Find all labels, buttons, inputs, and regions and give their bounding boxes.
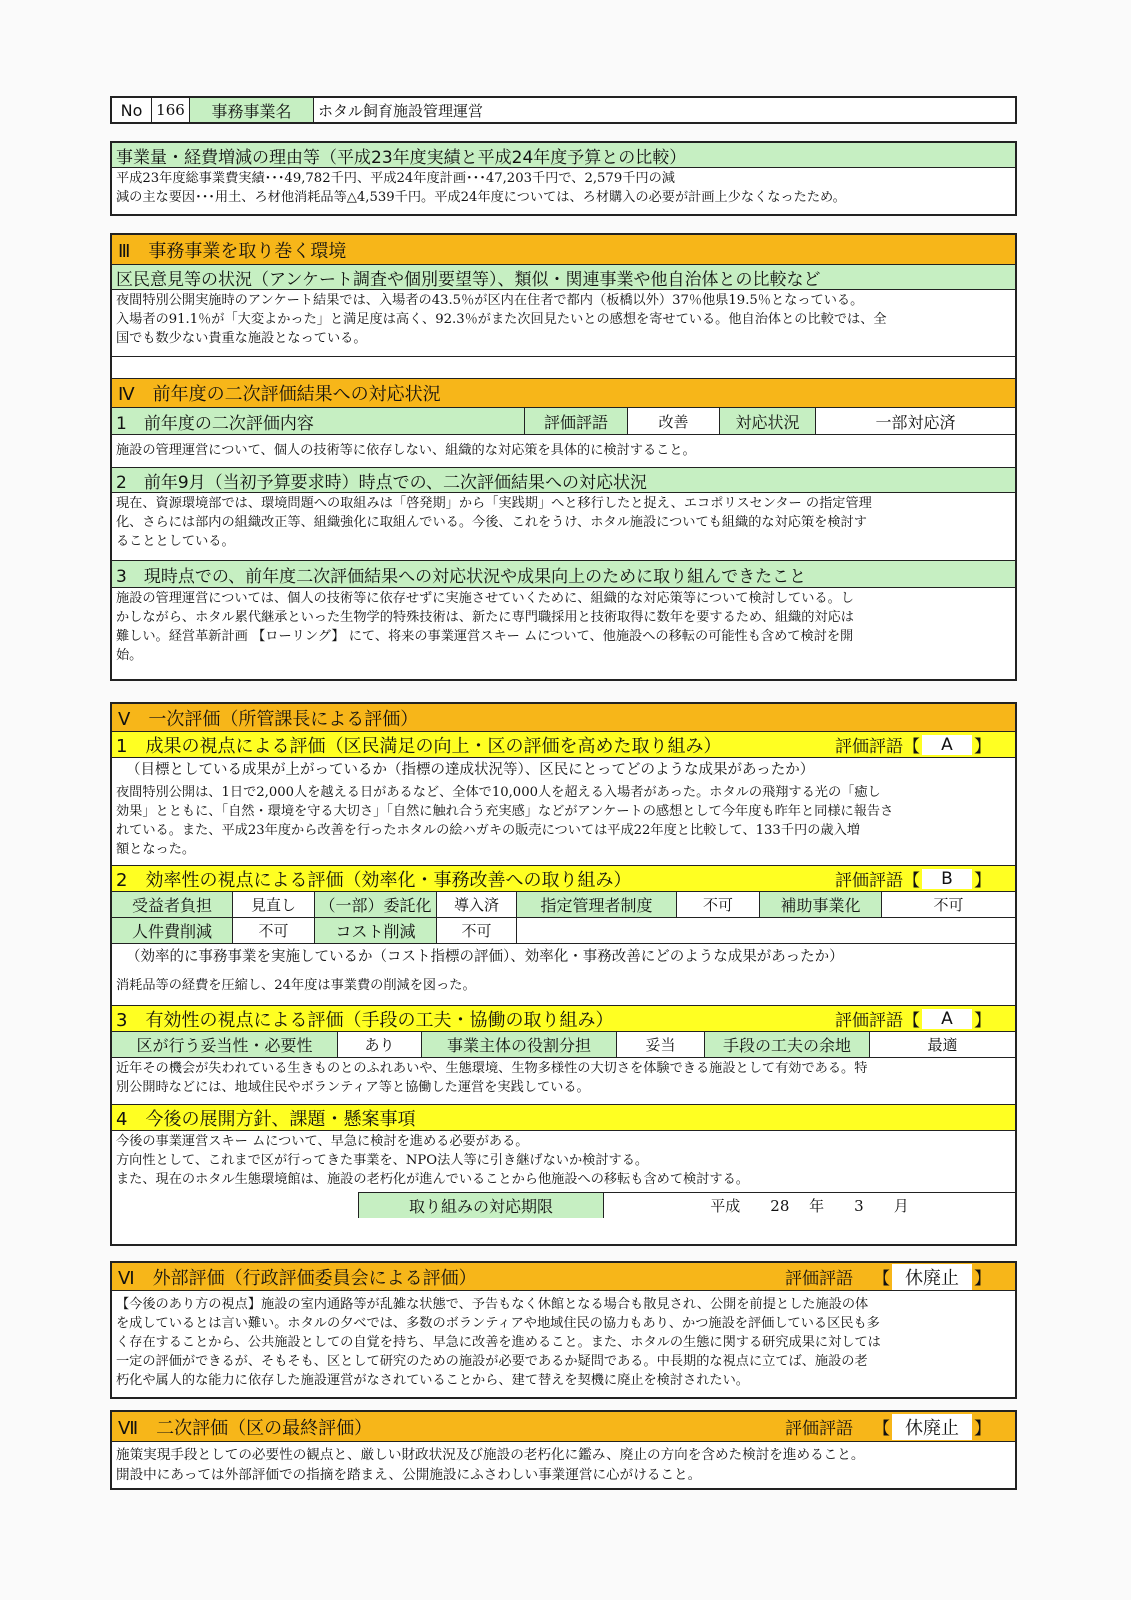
text-line: 別公開時などには、地域住民やボランティア等と協働した運営を実践している。 (116, 1080, 590, 1095)
text-line: 始。 (116, 648, 143, 663)
section-6 (110, 1261, 1017, 1399)
grade-label: 評価評語 (785, 1269, 853, 1289)
text-line: 国でも数少ない貴重な施設となっている。 (116, 331, 367, 346)
text-line: 額となった。 (116, 842, 196, 857)
project-name-label: 事務事業名 (190, 98, 314, 122)
section-4 (110, 378, 1017, 681)
grade-close: 】 (974, 1011, 991, 1031)
item3-text (112, 588, 1015, 667)
text-line: 現在、資源環境部では、環境問題への取組みは「啓発期」から「実践期」へと移行したと捉え、エコポリスセンター の指定管理 (116, 496, 872, 511)
final-grade-value: 休廃止 (892, 1414, 972, 1440)
effectiveness-label: 事業主体の役割分担 (422, 1032, 617, 1057)
text-line: 減の主な要因･･･用土、ろ材他消耗品等△4,539千円。平成24年度については、ろ材購入の必要が計画上少なくなったため。 (116, 190, 846, 205)
section-3-subtitle: 区民意見等の状況（アンケート調査や個別要望等）、類似・関連事業や他自治体との比較など (116, 269, 821, 289)
efficiency-value: 見直し (233, 892, 315, 917)
outcome-text (112, 782, 1015, 861)
text-line: かしながら、ホタル累代継承といった生物学的特殊技術は、新たに専門職採用と技術取得に数年を要するため、組織的対応は (116, 610, 854, 625)
grade-close: 】 (974, 871, 991, 891)
efficiency-value: 不可 (677, 892, 760, 917)
grade-label: 評価評語 (785, 1419, 853, 1439)
efficiency-value: 不可 (437, 918, 517, 943)
grade-open: 【 (873, 1419, 890, 1439)
text-line: 効果」とともに、「自然・環境を守る大切さ」「自然に触れ合う充実感」などがアンケートの感想として今年度も昨年と同様に報告さ (116, 804, 894, 819)
outcome-grade-value: A (922, 735, 972, 755)
text-line: 施策実現手段としての必要性の観点と、厳しい財政状況及び施設の老朽化に鑑み、廃止の方向を含めた検討を進めること。 (116, 1447, 865, 1463)
effectiveness-text (112, 1058, 871, 1104)
text-line: 今後の事業運営スキー ムについて、早急に検討を進める必要がある。 (116, 1134, 529, 1149)
efficiency-value: 不可 (933, 896, 964, 914)
efficiency-text (112, 970, 1015, 997)
future-title: 4 今後の展開方針、課題・懸案事項 (116, 1108, 416, 1130)
section-6-title-text: Ⅵ 外部評価（行政評価委員会による評価） (118, 1267, 477, 1289)
text-line: 夜間特別公開は、1日で2,000人を越える日があるなど、全体で10,000人を超える入場者があった。ホタルの飛翔する光の「癒し (116, 785, 881, 800)
eval-value: 改善 (628, 408, 720, 434)
section-7-title (112, 1412, 1015, 1441)
grade-close: 】 (974, 1269, 991, 1289)
effectiveness-title (112, 1006, 1015, 1031)
efficiency-title (112, 866, 1015, 891)
grade-open: 【 (873, 1269, 890, 1289)
text-line: 消耗品等の経費を圧縮し、24年度は事業費の削減を図った。 (116, 978, 476, 993)
section-4-title: Ⅳ 前年度の二次評価結果への対応状況 (118, 384, 441, 405)
section-5-title: Ⅴ 一次評価（所管課長による評価） (118, 708, 419, 730)
efficiency-grade (835, 866, 1015, 891)
no-label: No (112, 98, 152, 122)
eval-label: 評価評語 (525, 408, 628, 434)
grade-label: 評価評語【 (835, 1011, 920, 1031)
section-7-text (112, 1442, 1015, 1487)
section-7-title-text: Ⅶ 二次評価（区の最終評価） (118, 1417, 373, 1439)
text-line: 施設の管理運営については、個人の技術等に依存せずに実施させていくために、組織的な対応策等について検討している。し (116, 591, 854, 606)
text-line: 平成23年度総事業費実績･･･49,782千円、平成24年度計画･･･47,203千円で、2,579千円の減 (116, 171, 675, 186)
reason-title: 事業量・経費増減の理由等（平成23年度実績と平成24年度予算との比較） (116, 147, 687, 167)
text-line: 朽化や属人的な能力に依存した施設運営がなされていることから、建て替えを契機に廃止を検討されたい。 (116, 1373, 749, 1388)
efficiency-label: 受益者負担 (112, 892, 233, 917)
section-5 (110, 702, 1017, 1246)
item1-text (112, 435, 700, 467)
final-grade (785, 1414, 1015, 1440)
item3-title: 3 現時点での、前年度二次評価結果への対応状況や成果向上のために取り組んできたこと (116, 566, 807, 587)
section-6-title (112, 1263, 1015, 1290)
section-3-text (112, 290, 891, 356)
status-value: 一部対応済 (875, 412, 956, 432)
grade-label: 評価評語【 (835, 871, 920, 891)
efficiency-question: （効率的に事務事業を実施しているか（コスト指標の評価）、効率化・事務改善にどのような成果があったか） (126, 949, 844, 965)
blank-row (112, 357, 1015, 377)
text-line: 開設中にあっては外部評価での指摘を踏まえ、公開施設にふさわしい事業運営に心がけること。 (116, 1467, 702, 1483)
grade-close: 】 (974, 1419, 991, 1439)
efficiency-label: コスト削減 (315, 918, 437, 943)
effectiveness-value: 最適 (927, 1036, 958, 1054)
efficiency-label: 指定管理者制度 (517, 892, 677, 917)
item2-text (112, 493, 876, 560)
deadline-label: 取り組みの対応期限 (358, 1192, 604, 1218)
effectiveness-value: 妥当 (617, 1032, 705, 1057)
reason-text (112, 168, 1015, 209)
efficiency-value: 導入済 (437, 892, 517, 917)
effectiveness-grade (835, 1006, 1015, 1031)
effectiveness-value: あり (338, 1032, 422, 1057)
text-line: れている。また、平成23年度から改善を行ったホタルの絵ハガキの販売については平成22年度と比較して、133千円の歳入増 (116, 823, 860, 838)
text-line: 近年その機会が失われている生きものとのふれあいや、生態環境、生物多様性の大切さを体験できる施設として有効である。特 (116, 1061, 868, 1076)
future-text (112, 1131, 1015, 1192)
text-line: ることとしている。 (116, 534, 235, 549)
reason-block (110, 141, 1017, 216)
text-line: を成しているとは言い難い。ホタルの夕べでは、多数のボランティアや地域住民の協力もあり、かつ施設を評価している区民も多 (116, 1316, 880, 1331)
grade-label: 評価評語【 (835, 737, 920, 757)
effectiveness-label: 手段の工夫の余地 (705, 1032, 870, 1057)
no-value: 166 (152, 98, 190, 122)
text-line: 化、さらには部内の組織改正等、組織強化に取組んでいる。今後、これをうけ、ホタル施設についても組織的な対応策を検討す (116, 515, 867, 530)
outcome-grade (835, 732, 1015, 757)
text-line: 難しい。経営革新計画 【ローリング】 にて、将来の事業運営スキー ムについて、他施設への移転の可能性も含めて検討を開 (116, 629, 854, 644)
text-line: 方向性として、これまで区が行ってきた事業を、NPO法人等に引き継げないか検討する。 (116, 1153, 649, 1168)
header-block (110, 96, 1017, 124)
section-7 (110, 1410, 1017, 1490)
deadline-value: 平成 28 年 3 月 (604, 1192, 1015, 1218)
efficiency-title-text: 2 効率性の視点による評価（効率化・事務改善への取り組み） (116, 869, 632, 891)
external-grade (785, 1264, 1015, 1290)
efficiency-grade-value: B (922, 869, 972, 889)
deadline-row (112, 1192, 1015, 1218)
deadline-spacer (112, 1192, 358, 1218)
text-line: 一定の評価ができるが、そもそも、区として研究のための施設が必要であるか疑問である。中長期的な視点に立てば、施設の老 (116, 1354, 868, 1369)
text-line: また、現在のホタル生態環境館は、施設の老朽化が進んでいることから他施設への移転も含めて検討する。 (116, 1172, 749, 1187)
text-line: 夜間特別公開実施時のアンケート結果では、入場者の43.5％が区内在住者で都内（板橋以外）37％他県19.5％となっている。 (116, 293, 864, 308)
text-line: 入場者の91.1％が「大変よかった」と満足度は高く、92.3％がまた次回見たいとの感想を寄せている。他自治体との比較では、全 (116, 312, 887, 327)
text-line: く存在することから、公共施設としての自覚を持ち、早急に改善を進めること。また、ホタルの生態に関する研究成果に対しては (116, 1335, 881, 1350)
effectiveness-label: 区が行う妥当性・必要性 (112, 1032, 338, 1057)
outcome-title-text: 1 成果の視点による評価（区民満足の向上・区の評価を高めた取り組み） (116, 735, 722, 757)
grade-close: 】 (974, 737, 991, 757)
outcome-title (112, 732, 1015, 757)
item2-title: 2 前年9月（当初予算要求時）時点での、二次評価結果への対応状況 (116, 472, 647, 492)
section-3-title: Ⅲ 事務事業を取り巻く環境 (118, 240, 347, 262)
text-line: 施設の管理運営について、個人の技術等に依存しない、組織的な対応策を具体的に検討すること。 (116, 443, 696, 458)
section-3 (110, 233, 1017, 381)
external-grade-value: 休廃止 (892, 1264, 972, 1290)
status-label: 対応状況 (720, 408, 816, 434)
efficiency-label: （一部）委託化 (315, 892, 437, 917)
section-6-text (112, 1291, 1015, 1392)
project-name-value: ホタル飼育施設管理運営 (318, 101, 484, 120)
text-line: 【今後のあり方の視点】施設の室内通路等が乱雑な状態で、予告もなく休館となる場合も散見され、公開を前提とした施設の体 (116, 1297, 869, 1312)
efficiency-label: 人件費削減 (112, 918, 233, 943)
efficiency-value: 不可 (233, 918, 315, 943)
effectiveness-title-text: 3 有効性の視点による評価（手段の工夫・協働の取り組み） (116, 1009, 614, 1031)
outcome-question: （目標としている成果が上がっているか（指標の達成状況等）、区民にとってどのような成果があったか） (126, 762, 815, 778)
effectiveness-grade-value: A (922, 1009, 972, 1029)
efficiency-label: 補助事業化 (760, 892, 882, 917)
empty-cell (517, 918, 1015, 943)
item1-title: 1 前年度の二次評価内容 (112, 408, 525, 434)
